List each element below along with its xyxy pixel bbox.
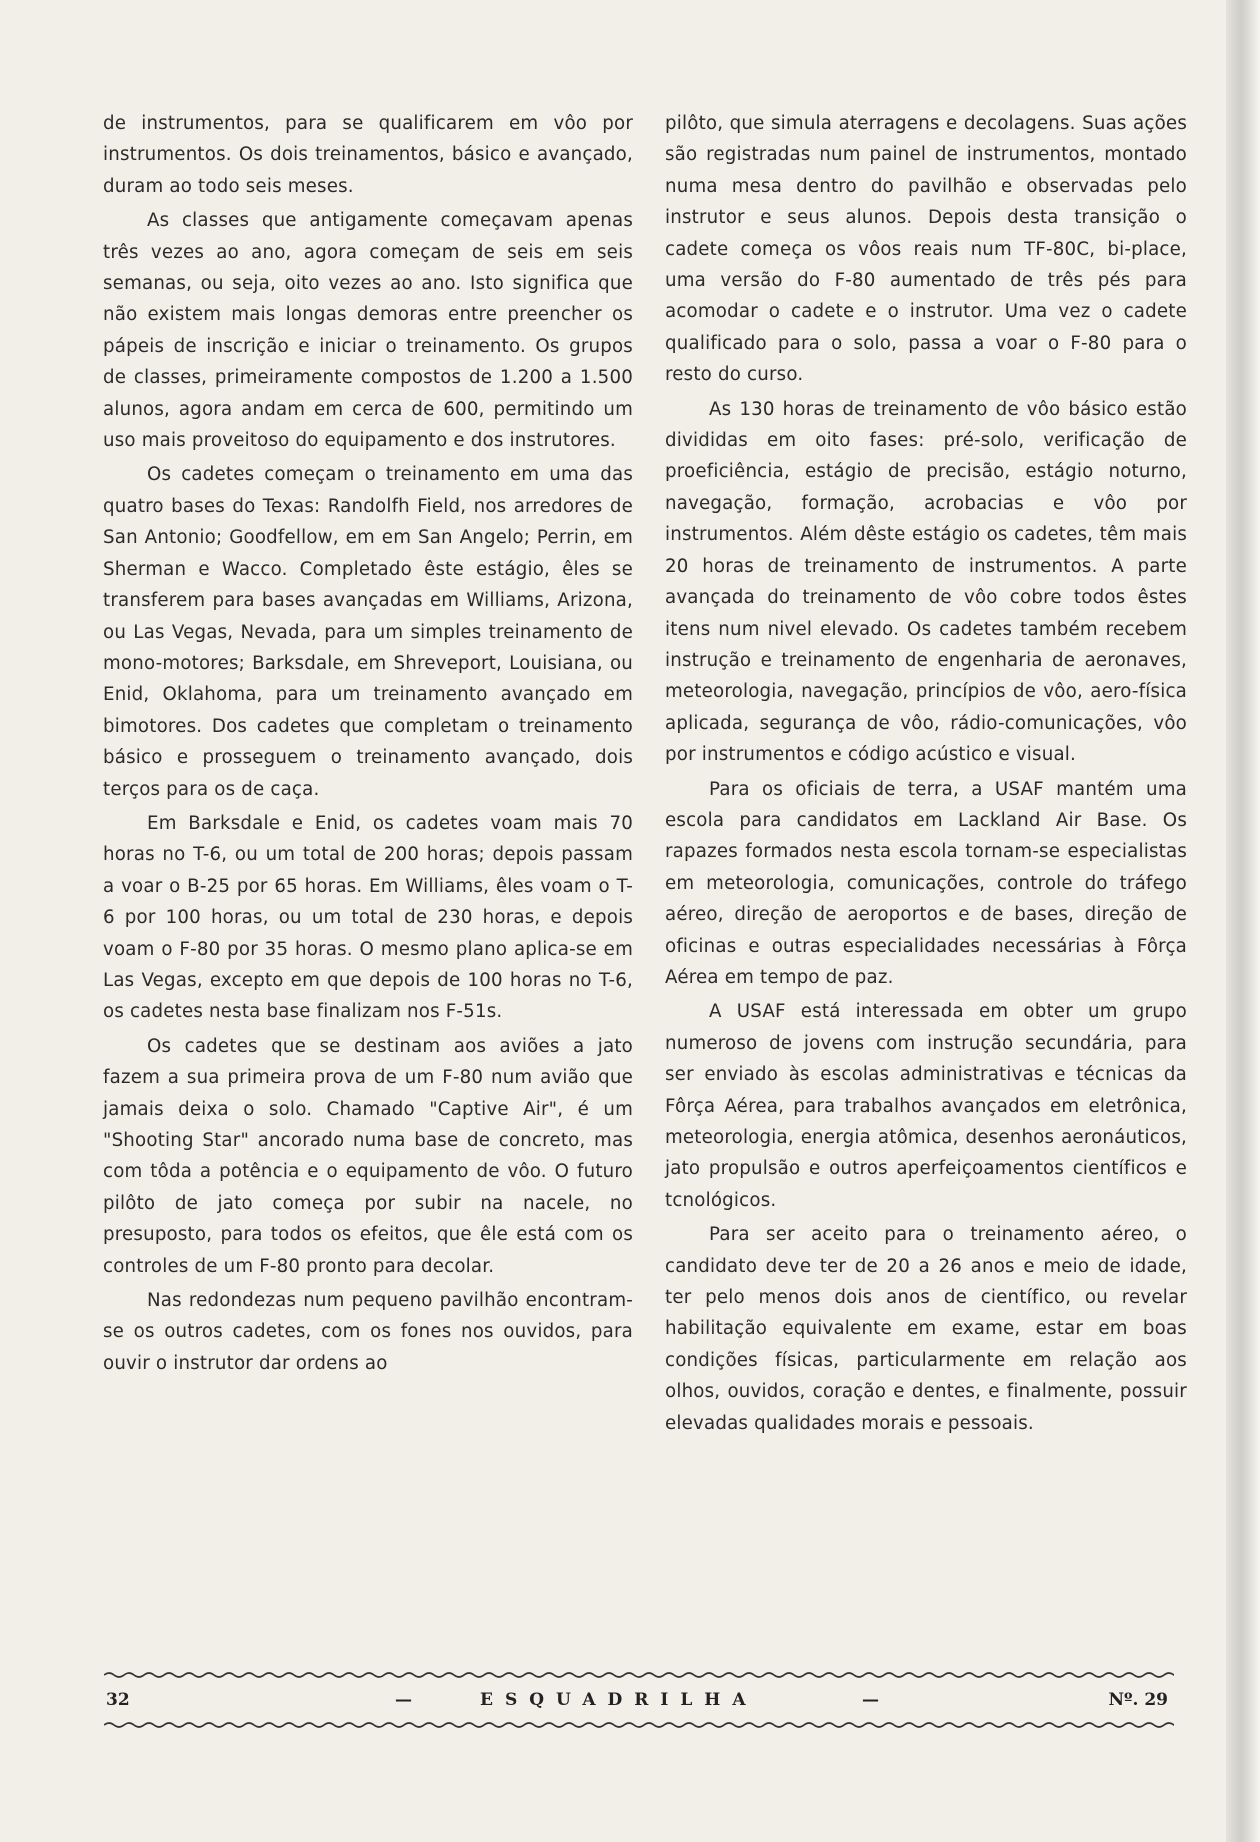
paragraph: Em Barksdale e Enid, os cadetes voam mais 70 horas no T-6, ou um total de 200 horas; depois passam a voar o B-25 por 65 horas. Em Williams, êles voam o T-6 por 100 horas, ou um total de 230 horas, e depois voam o F-80 por 35 horas. O mesmo plano aplica-se em Las Vegas, excepto em que depois de 100 horas no T-6, os cadetes nesta base finalizam nos F-51s. [103,812,633,1023]
left-text-column [103,108,633,1379]
magazine-title: ESQUADRILHA [480,1690,758,1710]
footer-dash: — [395,1690,412,1710]
page-edge-shadow [1226,0,1260,1842]
paragraph: Nas redondezas num pequeno pavilhão encontram-se os outros cadetes, com os fones nos ouvidos, para ouvir o instrutor dar ordens ao [103,1290,633,1374]
page-number: 32 [106,1690,130,1710]
footer-top-wavy-rule [104,1670,1174,1679]
paragraph: A USAF está interessada em obter um grupo numeroso de jovens com instrução secundária, para ser enviado às escolas administrativas e técnicas da Fôrça Aérea, para trabalhos avançados em eletrônica, meteorologia, energia atômica, desenhos aeronáuticos, jato propulsão e outros aperfeiçoamentos científicos e tcnológicos. [665,1001,1187,1211]
paragraph: Os cadetes começam o treinamento em uma das quatro bases do Texas: Randolfh Field, nos arredores de San Antonio; Goodfellow, em em San Angelo; Perrin, em Sherman e Wacco. Completado êste estágio, êles se transferem para bases avançadas em Williams, Arizona, ou Las Vegas, Nevada, para um simples treinamento de mono-motores; Barksdale, em Shreveport, Louisiana, ou Enid, Oklahoma, para um treinamento avançado em bimotores. Dos cadetes que completam o treinamento básico e prosseguem o treinamento avançado, dois terços para os de caça. [103,464,633,800]
right-text-column [665,108,1187,1439]
paragraph: As 130 horas de treinamento de vôo básico estão divididas em oito fases: pré-solo, verificação de proeficiência, estágio de precisão, estágio noturno, navegação, formação, acrobacias e vôo por instrumentos. Além dêste estágio os cadetes, têm mais 20 horas de treinamento de instrumentos. A parte avançada do treinamento de vôo cobre todos êstes itens num nivel elevado. Os cadetes também recebem instrução e treinamento de engenharia de aeronaves, meteorologia, navegação, princípios de vôo, aero-física aplicada, segurança de vôo, rádio-comunicações, vôo por instrumentos e código acústico e visual. [665,398,1187,766]
paragraph: As classes que antigamente começavam apenas três vezes ao ano, agora começam de seis em seis semanas, ou seja, oito vezes ao ano. Isto significa que não existem mais longas demoras entre preencher os pápeis de inscrição e iniciar o treinamento. Os grupos de classes, primeiramente compostos de 1.200 a 1.500 alunos, agora andam em cerca de 600, permitindo um uso mais proveitoso do equipamento e dos instrutores. [103,210,633,452]
paragraph: pilôto, que simula aterragens e decolagens. Suas ações são registradas num painel de instrumentos, montado numa mesa dentro do pavilhão e observadas pelo instrutor e seus alunos. Depois desta transição o cadete começa os vôos reais num TF-80C, bi-place, uma versão do F-80 aumentado de três pés para acomodar o cadete e o instrutor. Uma vez o cadete qualificado para o solo, passa a voar o F-80 para o resto do curso. [665,113,1187,386]
footer-dash: — [862,1690,879,1710]
paragraph: Os cadetes que se destinam aos aviões a jato fazem a sua primeira prova de um F-80 num avião que jamais deixa o solo. Chamado "Captive Air", é um "Shooting Star" ancorado numa base de concreto, mas com tôda a potência e o equipamento de vôo. O futuro pilôto de jato começa por subir na nacele, no presuposto, para todos os efeitos, que êle está com os controles de um F-80 pronto para decolar. [103,1035,633,1277]
issue-number: Nº. 29 [1108,1690,1168,1710]
page-footer [104,1686,1174,1716]
paragraph: Para ser aceito para o treinamento aéreo, o candidato deve ter de 20 a 26 anos e meio de idade, ter pelo menos dois anos de científico, ou revelar habilitação equivalente em exame, estar em boas condições físicas, particularmente em relação aos olhos, ouvidos, coração e dentes, e finalmente, possuir elevadas qualidades morais e pessoais. [665,1224,1187,1434]
footer-bottom-wavy-rule [104,1720,1174,1729]
paragraph: de instrumentos, para se qualificarem em vôo por instrumentos. Os dois treinamentos, básico e avançado, duram ao todo seis meses. [103,113,633,197]
paragraph: Para os oficiais de terra, a USAF mantém uma escola para candidatos em Lackland Air Base. Os rapazes formados nesta escola tornam-se especialistas em meteorologia, comunicações, controle do tráfego aéreo, direção de aeroportos e de bases, direção de oficinas e outras especialidades necessárias à Fôrça Aérea em tempo de paz. [665,778,1187,988]
